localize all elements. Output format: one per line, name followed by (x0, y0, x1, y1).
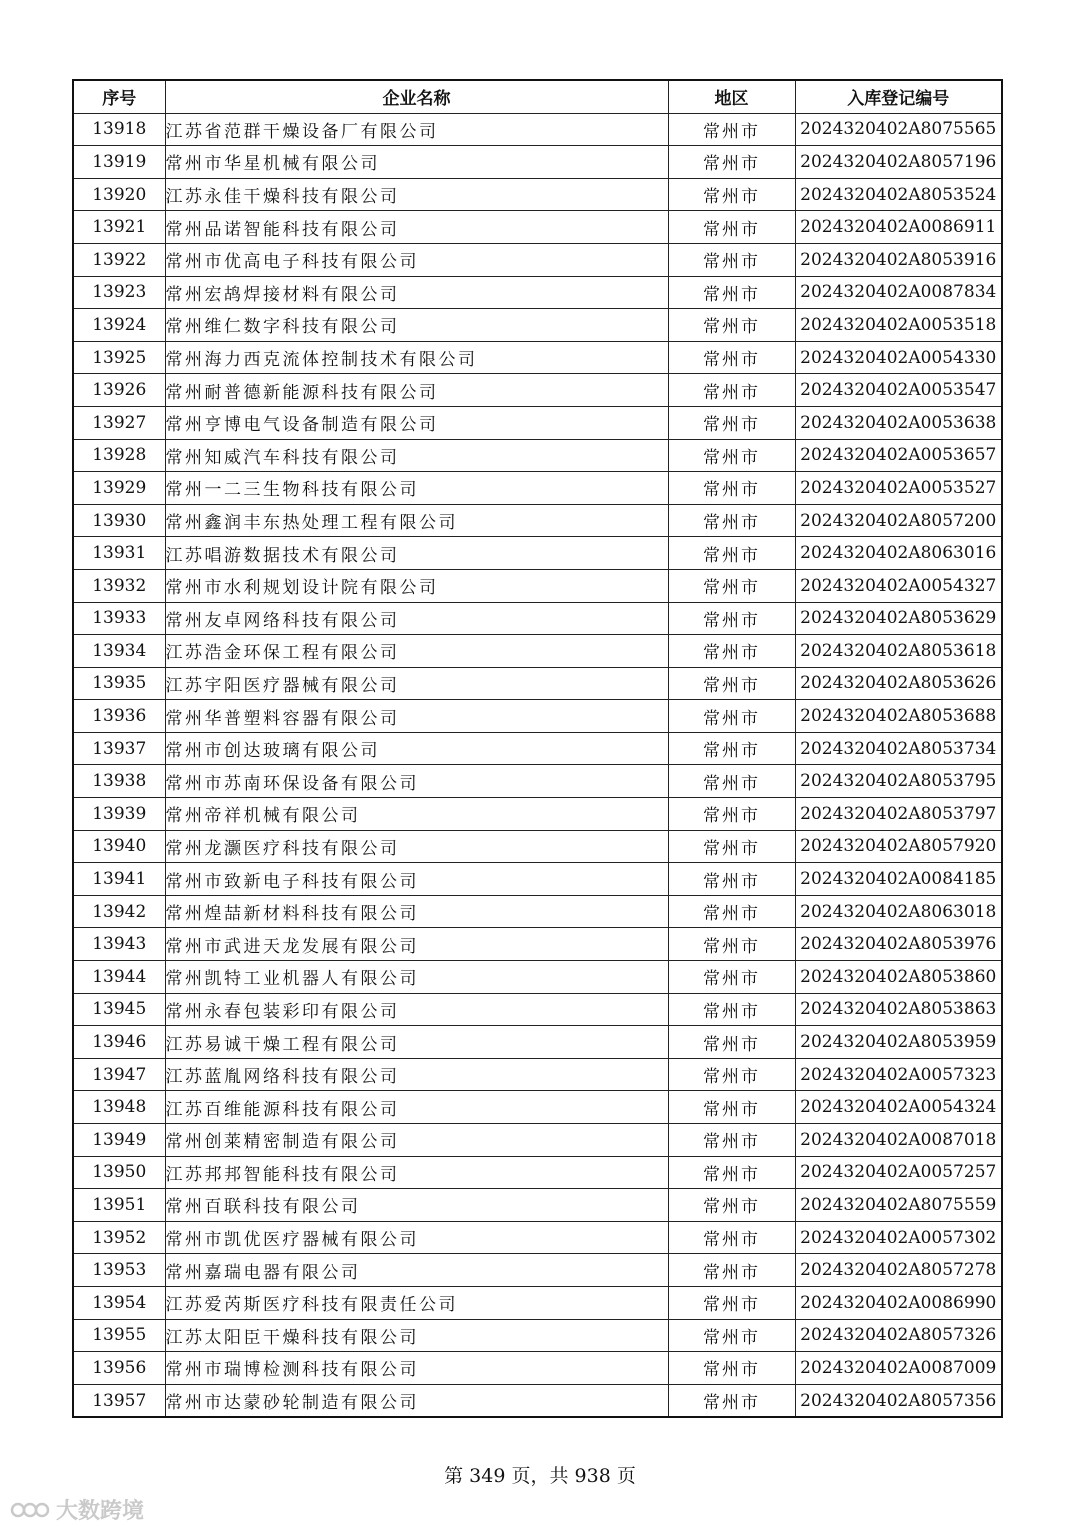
company-name: 常州友卓网络科技有限公司 (165, 602, 668, 635)
table-row (73, 1319, 1002, 1352)
registration-number: 2024320402A8053795 (795, 765, 1002, 798)
region: 常州市 (668, 1189, 795, 1222)
table-row (73, 1254, 1002, 1287)
region: 常州市 (668, 635, 795, 668)
registration-number: 2024320402A8053860 (795, 961, 1002, 994)
region: 常州市 (668, 602, 795, 635)
region: 常州市 (668, 895, 795, 928)
company-name: 常州品诺智能科技有限公司 (165, 211, 668, 244)
table-row (73, 863, 1002, 896)
company-name: 常州市凯优医疗器械有限公司 (165, 1221, 668, 1254)
table-row (73, 667, 1002, 700)
table-row (73, 1384, 1002, 1417)
company-name: 常州宏鸪焊接材料有限公司 (165, 276, 668, 309)
company-name: 常州鑫润丰东热处理工程有限公司 (165, 504, 668, 537)
row-index: 13952 (73, 1221, 165, 1254)
region: 常州市 (668, 1058, 795, 1091)
registration-number: 2024320402A8057326 (795, 1319, 1002, 1352)
company-name: 常州帝祥机械有限公司 (165, 798, 668, 831)
region: 常州市 (668, 1124, 795, 1157)
table-row (73, 602, 1002, 635)
registration-number: 2024320402A8053734 (795, 732, 1002, 765)
table-row (73, 928, 1002, 961)
company-name: 常州市创达玻璃有限公司 (165, 732, 668, 765)
region: 常州市 (668, 667, 795, 700)
row-index: 13954 (73, 1286, 165, 1319)
company-name: 常州维仁数字科技有限公司 (165, 309, 668, 342)
table-row (73, 1156, 1002, 1189)
company-name: 常州市达蒙砂轮制造有限公司 (165, 1384, 668, 1417)
table-row (73, 1026, 1002, 1059)
region: 常州市 (668, 178, 795, 211)
row-index: 13929 (73, 472, 165, 505)
region: 常州市 (668, 1221, 795, 1254)
region: 常州市 (668, 113, 795, 146)
registration-number: 2024320402A0057302 (795, 1221, 1002, 1254)
registration-number: 2024320402A0087009 (795, 1352, 1002, 1385)
watermark-text: 大数跨境 (56, 1499, 145, 1524)
region: 常州市 (668, 928, 795, 961)
registration-number: 2024320402A8063018 (795, 895, 1002, 928)
row-index: 13944 (73, 961, 165, 994)
row-index: 13939 (73, 798, 165, 831)
region: 常州市 (668, 406, 795, 439)
page-footer: 第 349 页，共 938 页 (444, 1465, 636, 1487)
company-name: 江苏唱游数据技术有限公司 (165, 537, 668, 570)
table-row (73, 504, 1002, 537)
registration-number: 2024320402A0053518 (795, 309, 1002, 342)
registration-number: 2024320402A8053688 (795, 700, 1002, 733)
row-index: 13937 (73, 732, 165, 765)
row-index: 13945 (73, 993, 165, 1026)
row-index: 13957 (73, 1384, 165, 1417)
region: 常州市 (668, 700, 795, 733)
company-name: 常州华普塑料容器有限公司 (165, 700, 668, 733)
table-row (73, 146, 1002, 179)
table-row (73, 276, 1002, 309)
registration-number: 2024320402A8057200 (795, 504, 1002, 537)
table-row (73, 895, 1002, 928)
table-row (73, 830, 1002, 863)
row-index: 13948 (73, 1091, 165, 1124)
company-name: 常州耐普德新能源科技有限公司 (165, 374, 668, 407)
company-name: 常州凯特工业机器人有限公司 (165, 961, 668, 994)
company-name: 江苏百维能源科技有限公司 (165, 1091, 668, 1124)
table-row (73, 1221, 1002, 1254)
registration-number: 2024320402A8057278 (795, 1254, 1002, 1287)
row-index: 13921 (73, 211, 165, 244)
watermark (10, 1494, 144, 1525)
row-index: 13956 (73, 1352, 165, 1385)
table-header (73, 80, 1002, 113)
company-name: 常州海力西克流体控制技术有限公司 (165, 341, 668, 374)
registration-number: 2024320402A8057920 (795, 830, 1002, 863)
table-row (73, 1124, 1002, 1157)
row-index: 13943 (73, 928, 165, 961)
company-name: 常州永春包装彩印有限公司 (165, 993, 668, 1026)
registration-number: 2024320402A8053626 (795, 667, 1002, 700)
registration-number: 2024320402A0053527 (795, 472, 1002, 505)
registration-number: 2024320402A8053916 (795, 243, 1002, 276)
table-row (73, 765, 1002, 798)
row-index: 13947 (73, 1058, 165, 1091)
company-name: 江苏宇阳医疗器械有限公司 (165, 667, 668, 700)
header-region: 地区 (668, 80, 795, 113)
table-row (73, 1091, 1002, 1124)
registration-number: 2024320402A8053524 (795, 178, 1002, 211)
row-index: 13932 (73, 569, 165, 602)
company-name: 江苏邦邦智能科技有限公司 (165, 1156, 668, 1189)
row-index: 13936 (73, 700, 165, 733)
watermark-logo-icon (10, 1500, 52, 1520)
registration-number: 2024320402A0054327 (795, 569, 1002, 602)
company-name: 江苏浩金环保工程有限公司 (165, 635, 668, 668)
region: 常州市 (668, 374, 795, 407)
company-name: 常州煌喆新材料科技有限公司 (165, 895, 668, 928)
region: 常州市 (668, 439, 795, 472)
region: 常州市 (668, 472, 795, 505)
company-name: 常州嘉瑞电器有限公司 (165, 1254, 668, 1287)
table-row (73, 635, 1002, 668)
table-row (73, 1352, 1002, 1385)
row-index: 13938 (73, 765, 165, 798)
company-name: 常州市致新电子科技有限公司 (165, 863, 668, 896)
registration-number: 2024320402A8075565 (795, 113, 1002, 146)
registration-number: 2024320402A0057257 (795, 1156, 1002, 1189)
row-index: 13923 (73, 276, 165, 309)
company-name: 常州知威汽车科技有限公司 (165, 439, 668, 472)
company-name: 江苏太阳臣干燥科技有限公司 (165, 1319, 668, 1352)
row-index: 13940 (73, 830, 165, 863)
registration-number: 2024320402A0053657 (795, 439, 1002, 472)
registration-number: 2024320402A8053797 (795, 798, 1002, 831)
region: 常州市 (668, 1319, 795, 1352)
company-name: 常州一二三生物科技有限公司 (165, 472, 668, 505)
company-name: 常州市优高电子科技有限公司 (165, 243, 668, 276)
region: 常州市 (668, 732, 795, 765)
region: 常州市 (668, 1156, 795, 1189)
table-row (73, 700, 1002, 733)
registration-number: 2024320402A0086990 (795, 1286, 1002, 1319)
table-row (73, 1058, 1002, 1091)
company-name: 江苏省范群干燥设备厂有限公司 (165, 113, 668, 146)
registration-number: 2024320402A8057356 (795, 1384, 1002, 1417)
table-row (73, 439, 1002, 472)
row-index: 13953 (73, 1254, 165, 1287)
row-index: 13924 (73, 309, 165, 342)
registration-number: 2024320402A0087834 (795, 276, 1002, 309)
region: 常州市 (668, 504, 795, 537)
registration-number: 2024320402A0086911 (795, 211, 1002, 244)
company-name: 常州市瑞博检测科技有限公司 (165, 1352, 668, 1385)
row-index: 13922 (73, 243, 165, 276)
row-index: 13919 (73, 146, 165, 179)
region: 常州市 (668, 537, 795, 570)
table-row (73, 537, 1002, 570)
company-name: 常州百联科技有限公司 (165, 1189, 668, 1222)
region: 常州市 (668, 993, 795, 1026)
table-row (73, 798, 1002, 831)
company-name: 常州龙灏医疗科技有限公司 (165, 830, 668, 863)
registration-number: 2024320402A0057323 (795, 1058, 1002, 1091)
region: 常州市 (668, 276, 795, 309)
row-index: 13946 (73, 1026, 165, 1059)
table-row (73, 961, 1002, 994)
region: 常州市 (668, 341, 795, 374)
region: 常州市 (668, 243, 795, 276)
registration-number: 2024320402A8053629 (795, 602, 1002, 635)
region: 常州市 (668, 1286, 795, 1319)
registration-number: 2024320402A0087018 (795, 1124, 1002, 1157)
company-name: 常州创莱精密制造有限公司 (165, 1124, 668, 1157)
table-row (73, 993, 1002, 1026)
company-name: 江苏蓝胤网络科技有限公司 (165, 1058, 668, 1091)
region: 常州市 (668, 961, 795, 994)
region: 常州市 (668, 1254, 795, 1287)
table-row (73, 406, 1002, 439)
header-index: 序号 (73, 80, 165, 113)
row-index: 13926 (73, 374, 165, 407)
table-row (73, 1189, 1002, 1222)
row-index: 13920 (73, 178, 165, 211)
registration-number: 2024320402A0084185 (795, 863, 1002, 896)
row-index: 13933 (73, 602, 165, 635)
table-row (73, 309, 1002, 342)
row-index: 13941 (73, 863, 165, 896)
region: 常州市 (668, 569, 795, 602)
company-name: 常州市水利规划设计院有限公司 (165, 569, 668, 602)
registration-number: 2024320402A8053976 (795, 928, 1002, 961)
registration-number: 2024320402A0054330 (795, 341, 1002, 374)
table-row (73, 472, 1002, 505)
region: 常州市 (668, 146, 795, 179)
region: 常州市 (668, 1352, 795, 1385)
row-index: 13951 (73, 1189, 165, 1222)
header-row (73, 80, 1002, 113)
region: 常州市 (668, 1026, 795, 1059)
company-name: 江苏易诚干燥工程有限公司 (165, 1026, 668, 1059)
row-index: 13930 (73, 504, 165, 537)
row-index: 13931 (73, 537, 165, 570)
company-name: 常州亨博电气设备制造有限公司 (165, 406, 668, 439)
row-index: 13925 (73, 341, 165, 374)
registration-number: 2024320402A0053547 (795, 374, 1002, 407)
row-index: 13935 (73, 667, 165, 700)
enterprise-table (72, 79, 1003, 1418)
table-row (73, 732, 1002, 765)
company-name: 江苏永佳干燥科技有限公司 (165, 178, 668, 211)
table-row (73, 569, 1002, 602)
region: 常州市 (668, 309, 795, 342)
row-index: 13955 (73, 1319, 165, 1352)
table-row (73, 243, 1002, 276)
table-row (73, 178, 1002, 211)
registration-number: 2024320402A0053638 (795, 406, 1002, 439)
region: 常州市 (668, 1091, 795, 1124)
table-row (73, 113, 1002, 146)
registration-number: 2024320402A0054324 (795, 1091, 1002, 1124)
table-row (73, 374, 1002, 407)
registration-number: 2024320402A8053863 (795, 993, 1002, 1026)
row-index: 13942 (73, 895, 165, 928)
row-index: 13950 (73, 1156, 165, 1189)
row-index: 13928 (73, 439, 165, 472)
registration-number: 2024320402A8053618 (795, 635, 1002, 668)
table-row (73, 1286, 1002, 1319)
table-row (73, 211, 1002, 244)
company-name: 江苏爱芮斯医疗科技有限责任公司 (165, 1286, 668, 1319)
company-name: 常州市苏南环保设备有限公司 (165, 765, 668, 798)
table-row (73, 341, 1002, 374)
region: 常州市 (668, 830, 795, 863)
company-name: 常州市华星机械有限公司 (165, 146, 668, 179)
registration-number: 2024320402A8057196 (795, 146, 1002, 179)
row-index: 13918 (73, 113, 165, 146)
header-registration-number: 入库登记编号 (795, 80, 1002, 113)
header-company-name: 企业名称 (165, 80, 668, 113)
region: 常州市 (668, 765, 795, 798)
region: 常州市 (668, 1384, 795, 1417)
region: 常州市 (668, 211, 795, 244)
registration-number: 2024320402A8053959 (795, 1026, 1002, 1059)
region: 常州市 (668, 798, 795, 831)
table-body (73, 113, 1002, 1417)
row-index: 13927 (73, 406, 165, 439)
row-index: 13934 (73, 635, 165, 668)
registration-number: 2024320402A8075559 (795, 1189, 1002, 1222)
company-name: 常州市武进天龙发展有限公司 (165, 928, 668, 961)
registration-number: 2024320402A8063016 (795, 537, 1002, 570)
region: 常州市 (668, 863, 795, 896)
row-index: 13949 (73, 1124, 165, 1157)
